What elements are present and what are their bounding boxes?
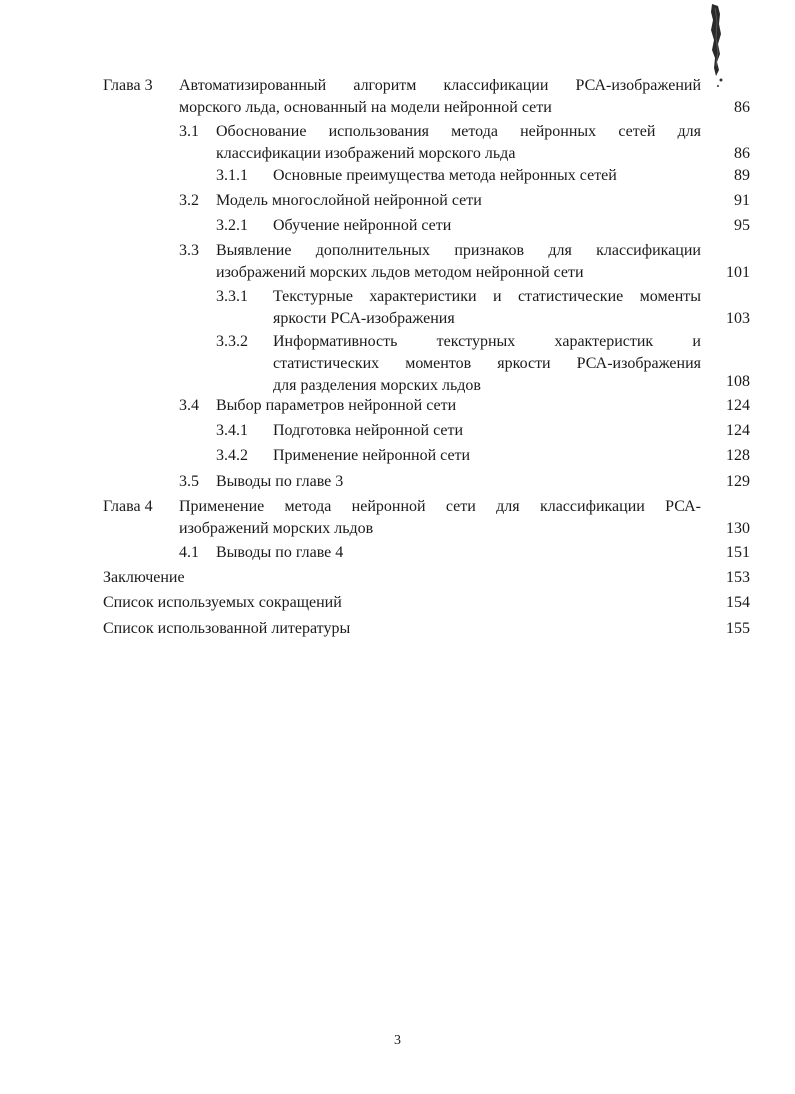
page-number: 151 — [726, 544, 750, 561]
entry-title: Основные преимущества метода нейронных сетей — [273, 167, 617, 184]
entry-title: Подготовка нейронной сети — [273, 422, 464, 439]
page-number: 89 — [734, 167, 750, 184]
section-number: 3.5 — [179, 473, 199, 490]
entry-title: Список используемых сокращений — [103, 594, 342, 611]
page-number: 154 — [726, 594, 750, 611]
entry-title: Применение метода нейронной сети для классификации РСА- изображений морских льдов — [179, 498, 701, 537]
page-number: 108 — [726, 373, 750, 390]
page-number: 86 — [734, 99, 750, 116]
section-number: 3.2.1 — [216, 217, 248, 234]
entry-title: Заключение — [103, 569, 185, 586]
scan-artifact-mark — [706, 4, 726, 88]
page-number: 155 — [726, 620, 750, 637]
page-number: 95 — [734, 217, 750, 234]
entry-title: Автоматизированный алгоритм классификации РСА-изображений морского льда, основанный на модели нейронной сети — [179, 77, 701, 116]
entry-title: Текстурные характеристики и статистические моменты яркости РСА-изображения — [273, 288, 701, 327]
page-number: 103 — [726, 310, 750, 327]
section-number: 3.1 — [179, 123, 199, 140]
footer-page-number: 3 — [394, 1033, 401, 1048]
entry-title: Модель многослойной нейронной сети — [216, 192, 482, 209]
page-number: 91 — [734, 192, 750, 209]
section-number: 3.4.1 — [216, 422, 248, 439]
page-number: 129 — [726, 473, 750, 490]
section-number: 4.1 — [179, 544, 199, 561]
entry-title: Выявление дополнительных признаков для классификации изображений морских льдов методом нейронной сети — [216, 242, 701, 281]
chapter-label: Глава 3 — [103, 77, 153, 94]
page-number: 101 — [726, 264, 750, 281]
section-number: 3.4.2 — [216, 447, 248, 464]
page-number: 124 — [726, 422, 750, 439]
page-number: 128 — [726, 447, 750, 464]
section-number: 3.3.2 — [216, 333, 248, 350]
section-number: 3.3 — [179, 242, 199, 259]
entry-title: Применение нейронной сети — [273, 447, 471, 464]
section-number: 3.3.1 — [216, 288, 248, 305]
entry-title: Выводы по главе 3 — [216, 473, 344, 490]
page-number: 86 — [734, 145, 750, 162]
entry-title: Обоснование использования метода нейронных сетей для классификации изображений морского льда — [216, 123, 701, 162]
entry-title: Выводы по главе 4 — [216, 544, 344, 561]
section-number: 3.2 — [179, 192, 199, 209]
page-number: 130 — [726, 520, 750, 537]
page-number: 124 — [726, 397, 750, 414]
entry-title: Выбор параметров нейронной сети — [216, 397, 457, 414]
chapter-label: Глава 4 — [103, 498, 153, 515]
page-number: 153 — [726, 569, 750, 586]
entry-title: Список использованной литературы — [103, 620, 351, 637]
section-number: 3.1.1 — [216, 167, 248, 184]
entry-title: Информативность текстурных характеристик и статистических моментов яркости РСА-изображения для разделения морских льдов — [273, 333, 701, 394]
entry-title: Обучение нейронной сети — [273, 217, 452, 234]
section-number: 3.4 — [179, 397, 199, 414]
